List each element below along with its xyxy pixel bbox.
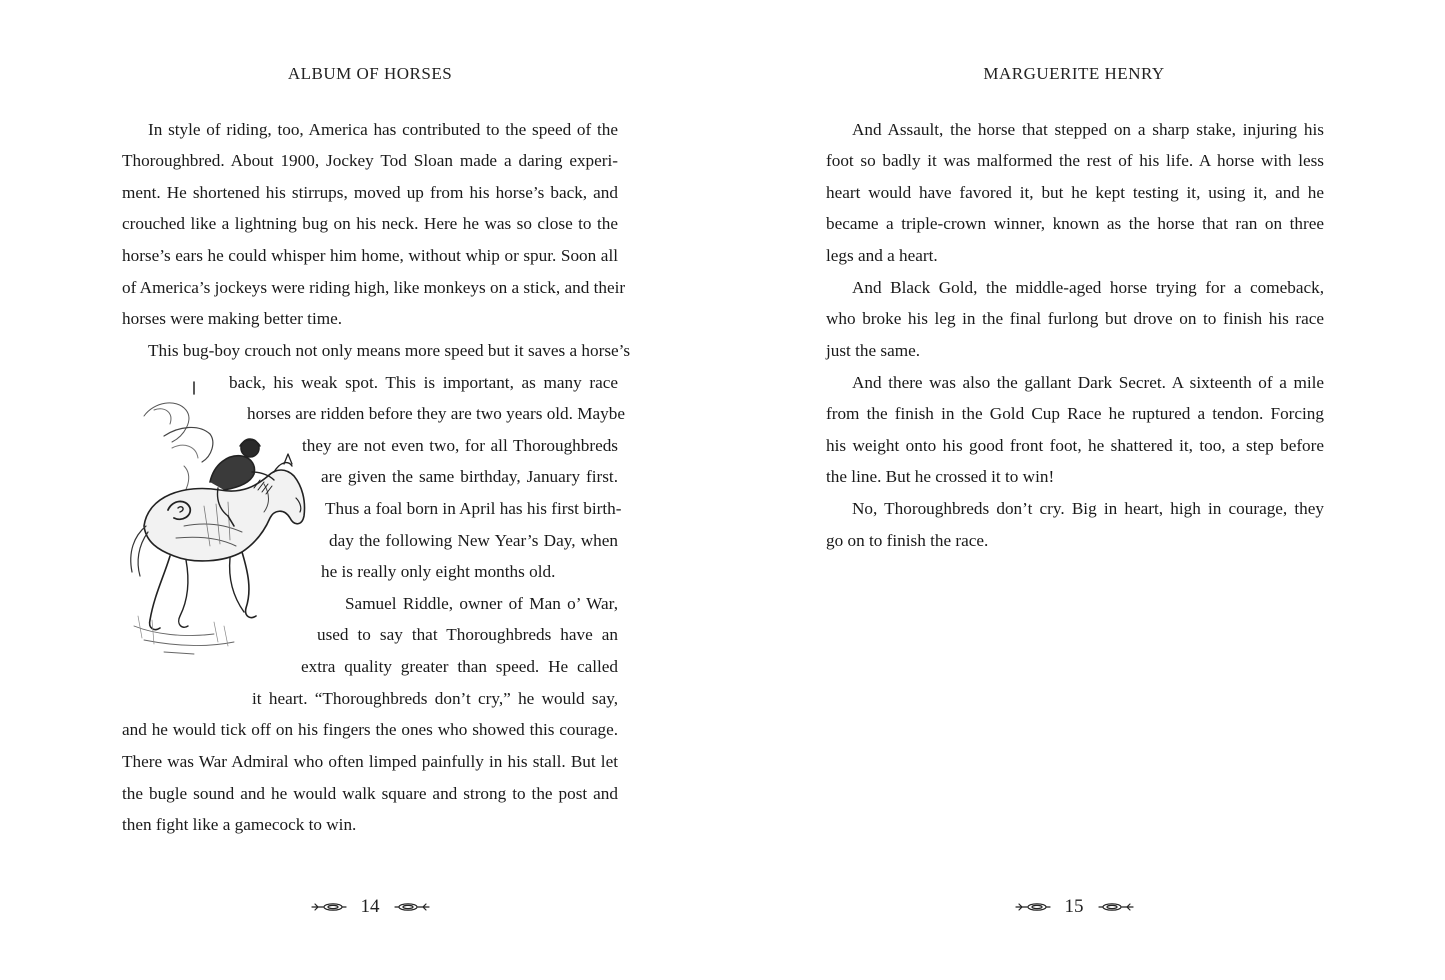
text-line: ment. He shortened his stirrups, moved up from his horse’s back, and <box>122 183 618 202</box>
text-line: horse’s ears he could whisper him home, without whip or spur. Soon all <box>122 246 618 265</box>
text-line: it heart. “Thoroughbreds don’t cry,” he would say, <box>252 689 618 708</box>
left-page <box>0 0 722 980</box>
text-line: the line. But he crossed it to win! <box>826 467 1055 486</box>
running-head-left: ALBUM OF HORSES <box>287 64 453 83</box>
text-line: And there was also the gallant Dark Secret. A sixteenth of a mile <box>852 373 1324 392</box>
text-line: horses are ridden before they are two years old. Maybe <box>247 404 625 423</box>
text-line: There was War Admiral who often limped painfully in his stall. But let <box>122 752 618 771</box>
right-page <box>722 0 1445 980</box>
text-line: Samuel Riddle, owner of Man o’ War, <box>345 594 618 613</box>
text-line: In style of riding, too, America has contributed to the speed of the <box>148 120 618 139</box>
decorative-scroll-ornament-icon <box>394 901 430 913</box>
decorative-scroll-ornament-icon <box>1015 901 1051 913</box>
text-line: then fight like a gamecock to win. <box>122 815 357 834</box>
page-number: 15 <box>1064 896 1084 917</box>
text-line: And Black Gold, the middle-aged horse trying for a comeback, <box>852 278 1324 297</box>
text-line: horses were making better time. <box>122 309 343 328</box>
text-line: back, his weak spot. This is important, as many race <box>229 373 618 392</box>
text-line: who broke his leg in the final furlong but drove on to finish his race <box>826 309 1324 328</box>
page-number-left <box>270 895 470 919</box>
text-line: Thoroughbred. About 1900, Jockey Tod Sloan made a daring experi- <box>122 151 618 170</box>
running-head-right: MARGUERITE HENRY <box>983 64 1165 83</box>
jockey-on-racehorse-illustration <box>124 376 314 658</box>
decorative-scroll-ornament-icon <box>311 901 347 913</box>
text-line: and he would tick off on his fingers the ones who showed this courage. <box>122 720 618 739</box>
text-line: his weight onto his good front foot, he shattered it, too, a step before <box>826 436 1324 455</box>
text-line: heart would have favored it, but he kept testing it, using it, and he <box>826 183 1324 202</box>
text-line: day the following New Year’s Day, when <box>329 531 618 550</box>
text-line: No, Thoroughbreds don’t cry. Big in heart, high in courage, they <box>852 499 1324 518</box>
text-line: legs and a heart. <box>826 246 938 265</box>
text-line: And Assault, the horse that stepped on a sharp stake, injuring his <box>852 120 1324 139</box>
page-number: 14 <box>360 896 380 917</box>
text-line: are given the same birthday, January first. <box>321 467 618 486</box>
page-number-right <box>974 895 1174 919</box>
text-line: they are not even two, for all Thoroughbreds <box>302 436 618 455</box>
text-line: from the finish in the Gold Cup Race he ruptured a tendon. Forcing <box>826 404 1324 423</box>
text-line: used to say that Thoroughbreds have an <box>317 625 618 644</box>
text-line: became a triple-crown winner, known as the horse that ran on three <box>826 214 1324 233</box>
text-line: just the same. <box>826 341 921 360</box>
text-line: This bug-boy crouch not only means more speed but it saves a horse’s <box>148 341 631 360</box>
jockey-on-racehorse-sketch-icon <box>124 376 314 658</box>
text-line: go on to finish the race. <box>826 531 989 550</box>
text-line: of America’s jockeys were riding high, like monkeys on a stick, and their <box>122 278 626 297</box>
text-line: foot so badly it was malformed the rest of his life. A horse with less <box>826 151 1324 170</box>
text-line: Thus a foal born in April has his first birth- <box>325 499 622 518</box>
text-line: crouched like a lightning bug on his neck. Here he was so close to the <box>122 214 618 233</box>
text-line: extra quality greater than speed. He called <box>301 657 618 676</box>
decorative-scroll-ornament-icon <box>1098 901 1134 913</box>
text-line: the bugle sound and he would walk square and strong to the post and <box>122 784 618 803</box>
text-line: he is really only eight months old. <box>321 562 556 581</box>
